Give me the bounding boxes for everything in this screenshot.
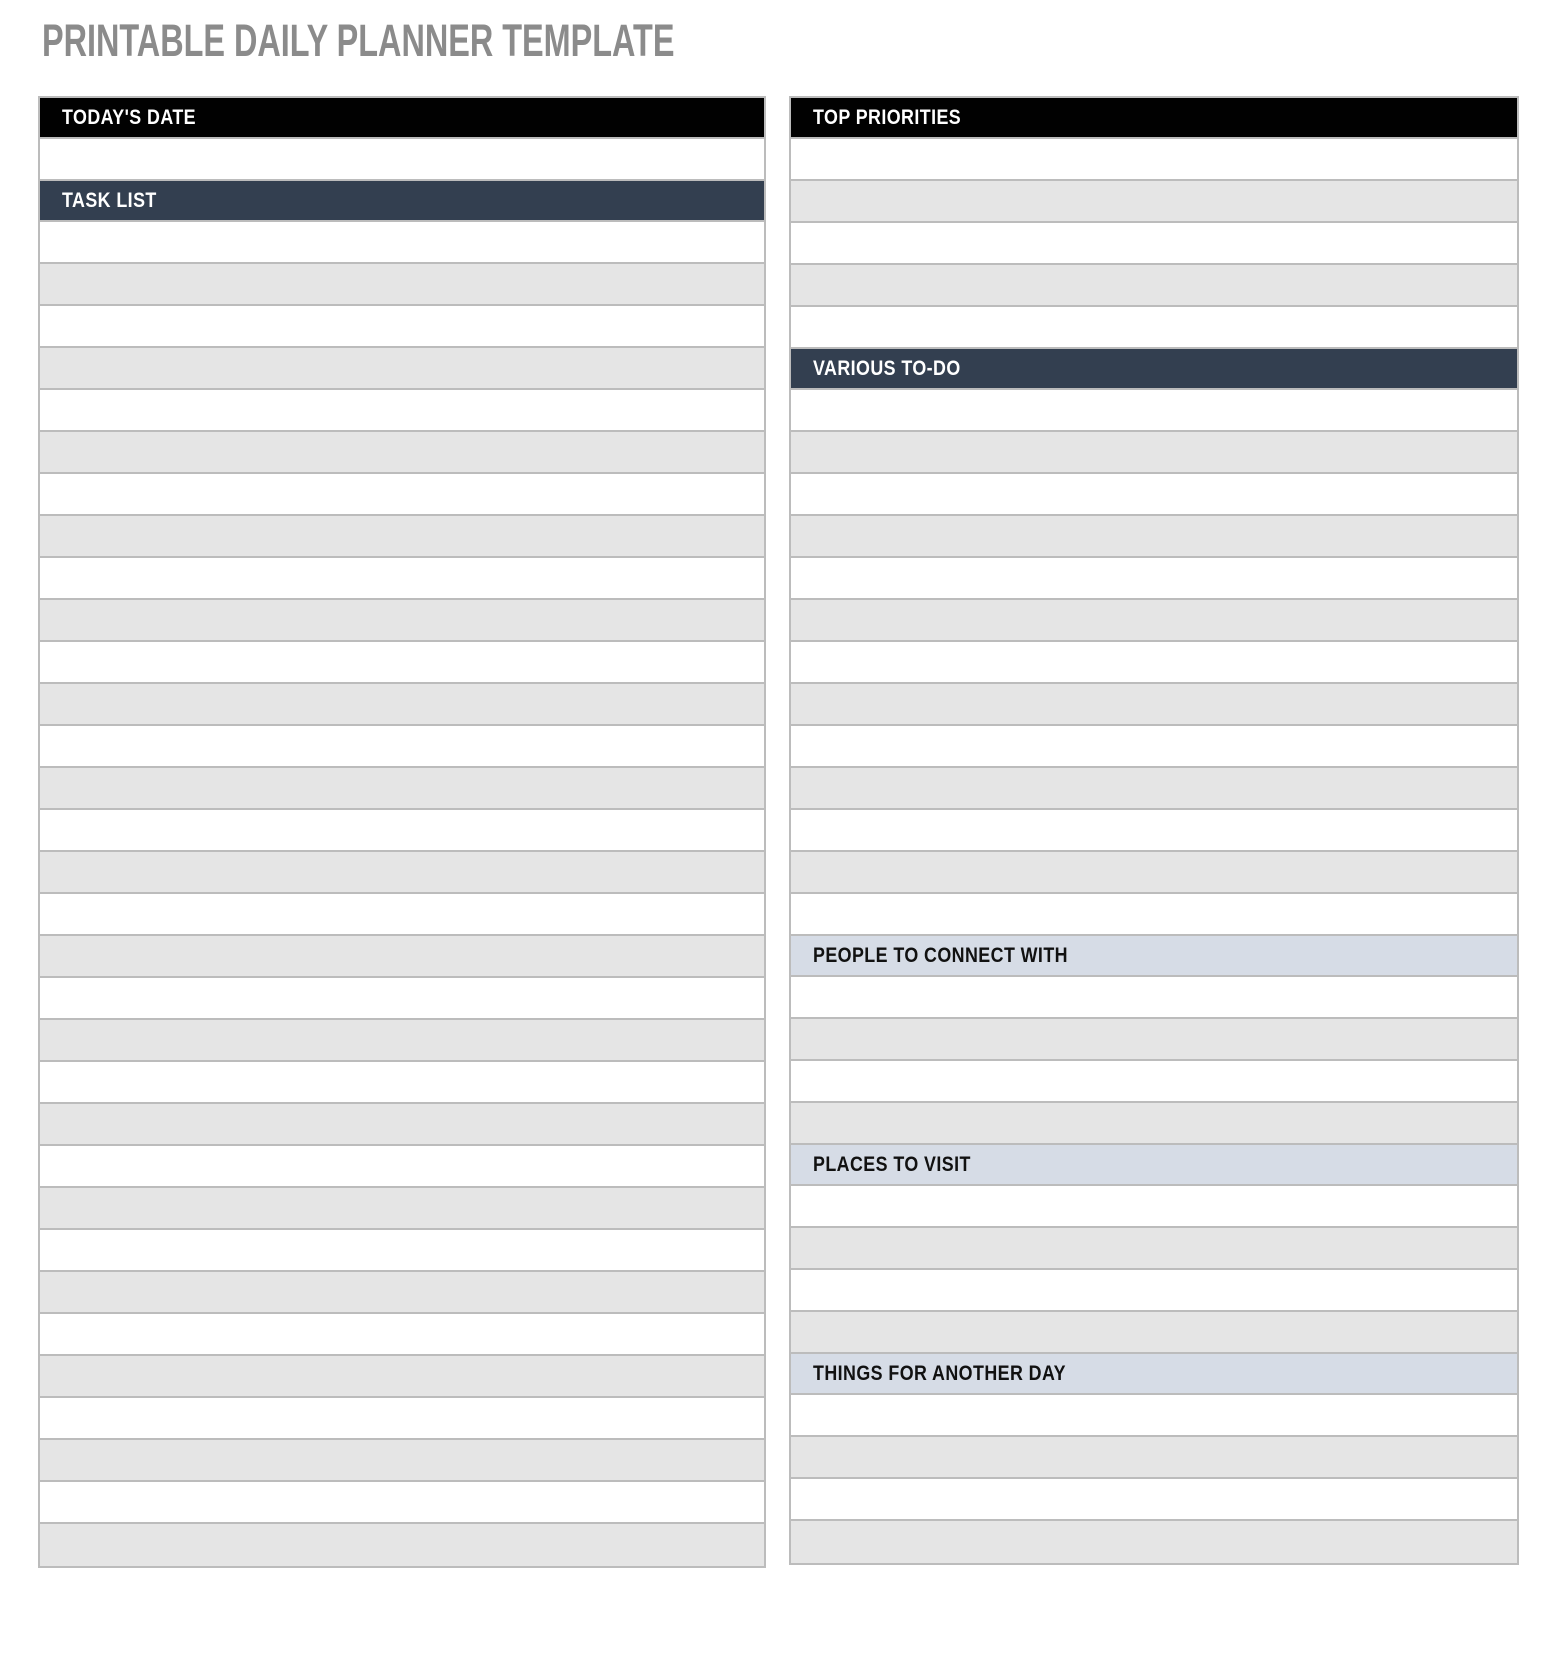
- empty-row: [791, 1521, 1517, 1563]
- left-column: [38, 96, 766, 1568]
- empty-row: [40, 1146, 764, 1188]
- empty-row: [791, 223, 1517, 265]
- empty-row: [791, 390, 1517, 432]
- empty-row: [40, 1104, 764, 1146]
- section-header-label: TASK LIST: [62, 188, 157, 212]
- empty-row: [791, 1437, 1517, 1479]
- empty-row: [40, 264, 764, 306]
- section-header-people-to-connect-with: [791, 936, 1517, 977]
- empty-row: [40, 600, 764, 642]
- empty-row: [40, 726, 764, 768]
- empty-row: [791, 1061, 1517, 1103]
- section-header-todays-date: [40, 98, 764, 139]
- empty-row: [791, 1228, 1517, 1270]
- empty-row: [791, 474, 1517, 516]
- empty-row: [40, 1230, 764, 1272]
- empty-row: [40, 1020, 764, 1062]
- empty-row: [791, 1186, 1517, 1228]
- empty-row: [40, 642, 764, 684]
- empty-row: [40, 1524, 764, 1566]
- empty-row: [40, 222, 764, 264]
- empty-row: [40, 894, 764, 936]
- empty-row: [791, 684, 1517, 726]
- empty-row: [40, 1272, 764, 1314]
- empty-row: [40, 684, 764, 726]
- section-header-task-list: [40, 181, 764, 222]
- empty-row: [40, 1398, 764, 1440]
- empty-row: [791, 516, 1517, 558]
- empty-row: [40, 768, 764, 810]
- empty-row: [40, 1482, 764, 1524]
- empty-row: [40, 1314, 764, 1356]
- empty-row: [791, 726, 1517, 768]
- section-header-label: TOP PRIORITIES: [813, 105, 962, 129]
- empty-row: [791, 558, 1517, 600]
- section-header-various-to-do: [791, 349, 1517, 390]
- empty-row: [791, 307, 1517, 349]
- empty-row: [791, 1270, 1517, 1312]
- empty-row: [791, 265, 1517, 307]
- empty-row: [791, 768, 1517, 810]
- section-header-label: VARIOUS TO-DO: [813, 356, 961, 380]
- empty-row: [791, 642, 1517, 684]
- section-header-label: PLACES TO VISIT: [813, 1152, 971, 1176]
- section-header-top-priorities: [791, 98, 1517, 139]
- empty-row: [791, 432, 1517, 474]
- empty-row: [791, 600, 1517, 642]
- empty-row: [791, 1019, 1517, 1061]
- empty-row: [40, 139, 764, 181]
- section-header-label: TODAY'S DATE: [62, 105, 196, 129]
- empty-row: [40, 348, 764, 390]
- empty-row: [791, 810, 1517, 852]
- empty-row: [40, 1188, 764, 1230]
- section-header-label: PEOPLE TO CONNECT WITH: [813, 943, 1068, 967]
- section-header-label: THINGS FOR ANOTHER DAY: [813, 1361, 1066, 1385]
- empty-row: [40, 1356, 764, 1398]
- empty-row: [791, 894, 1517, 936]
- page-title: PRINTABLE DAILY PLANNER TEMPLATE: [42, 15, 675, 66]
- empty-row: [40, 1062, 764, 1104]
- empty-row: [791, 1312, 1517, 1354]
- section-header-places-to-visit: [791, 1145, 1517, 1186]
- section-header-things-for-another-day: [791, 1354, 1517, 1395]
- empty-row: [40, 432, 764, 474]
- right-column: [789, 96, 1519, 1565]
- empty-row: [40, 474, 764, 516]
- empty-row: [791, 139, 1517, 181]
- empty-row: [40, 558, 764, 600]
- empty-row: [791, 1103, 1517, 1145]
- empty-row: [40, 810, 764, 852]
- empty-row: [40, 1440, 764, 1482]
- empty-row: [791, 1479, 1517, 1521]
- empty-row: [791, 181, 1517, 223]
- empty-row: [40, 306, 764, 348]
- empty-row: [791, 977, 1517, 1019]
- empty-row: [791, 852, 1517, 894]
- empty-row: [40, 978, 764, 1020]
- empty-row: [40, 852, 764, 894]
- empty-row: [40, 936, 764, 978]
- empty-row: [791, 1395, 1517, 1437]
- empty-row: [40, 516, 764, 558]
- empty-row: [40, 390, 764, 432]
